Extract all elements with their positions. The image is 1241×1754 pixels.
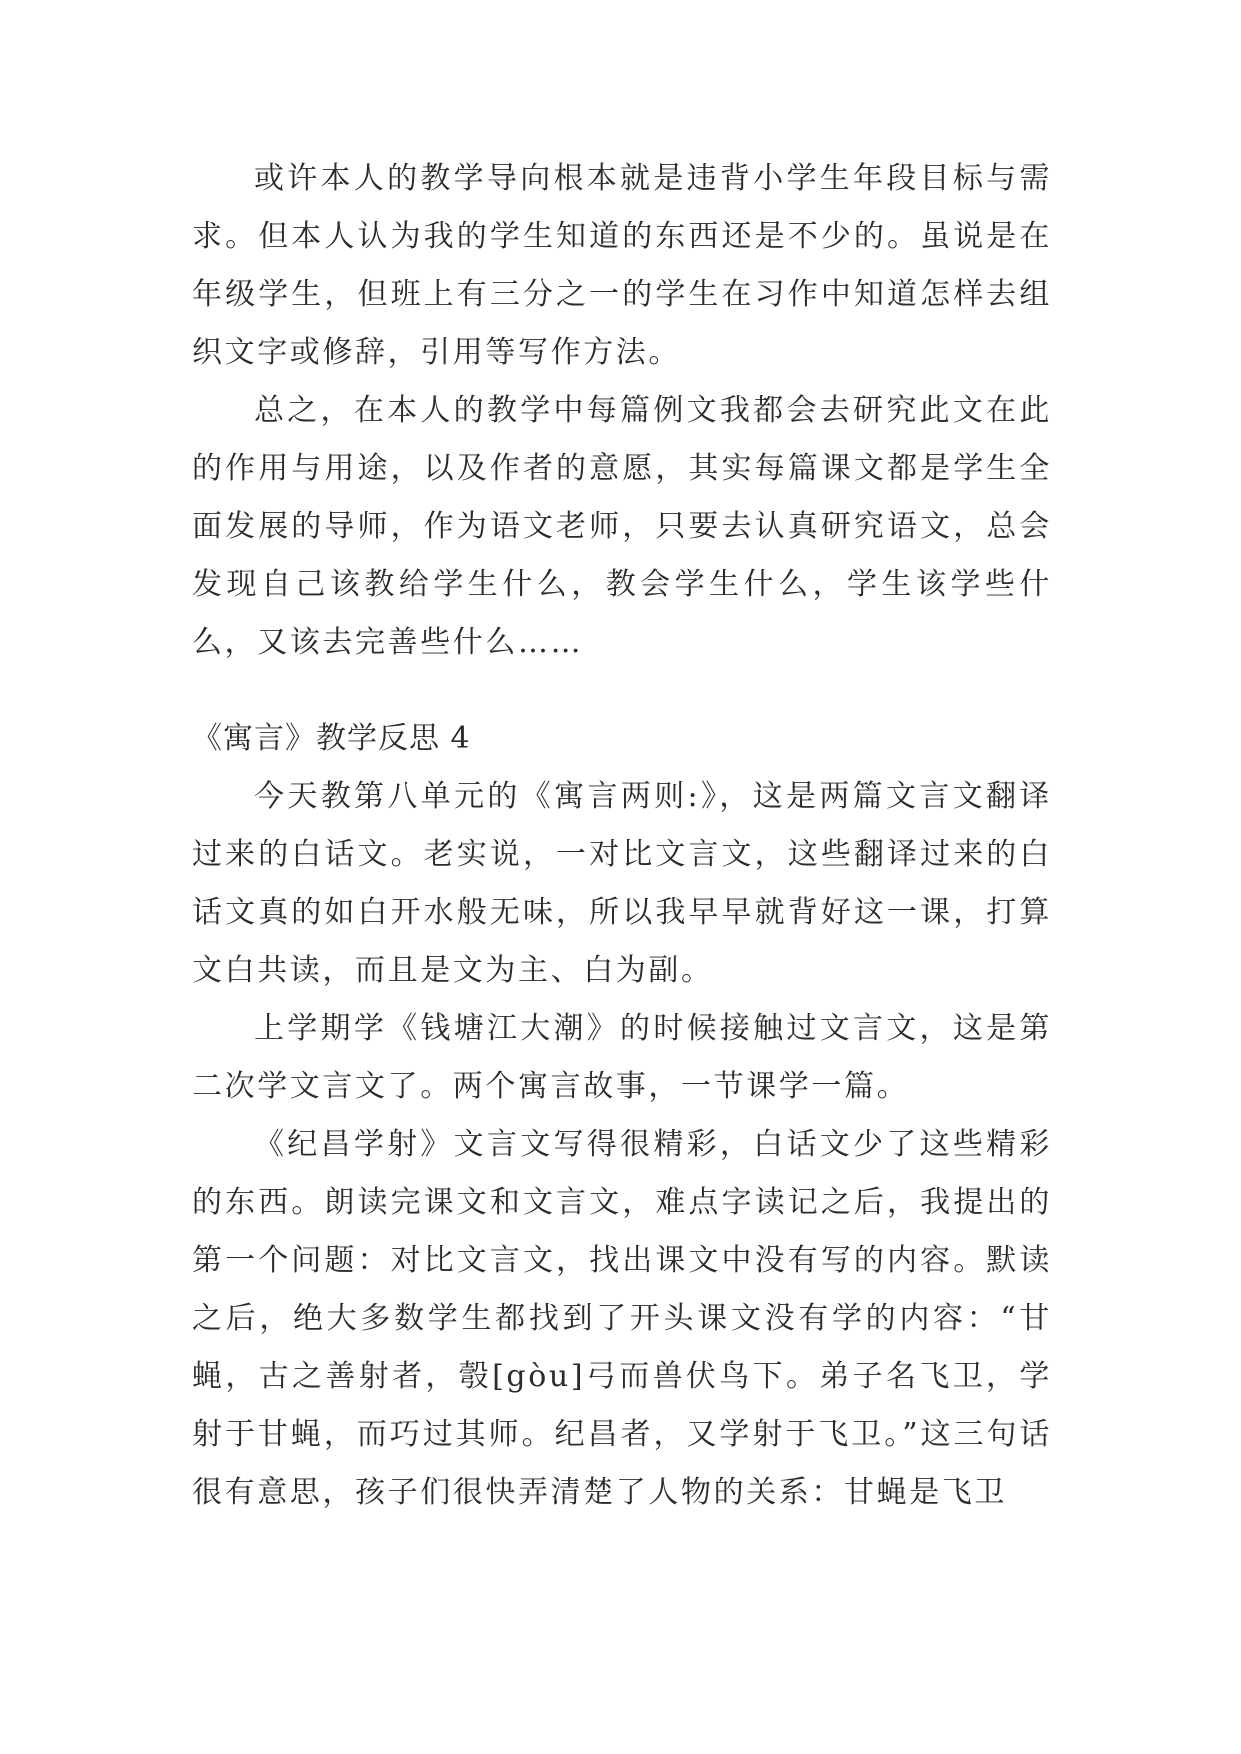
paragraph-unit-eight: 今天教第八单元的《寓言两则:》，这是两篇文言文翻译过来的白话文。老实说，一对比文言文，这些翻译过来的白话文真的如白开水般无味，所以我早早就背好这一课，打算文白共读，而且是文为主、白为副。 <box>192 779 1052 988</box>
paragraph-teaching-orientation: 或许本人的教学导向根本就是违背小学生年段目标与需求。但本人认为我的学生知道的东西还是不少的。虽说是在年级学生，但班上有三分之一的学生在习作中知道怎样去组织文字或修辞，引用等写作方法。 <box>192 161 1052 370</box>
paragraph-classical-chinese: 上学期学《钱塘江大潮》的时候接触过文言文，这是第二次学文言文了。两个寓言故事，一节课学一篇。 <box>192 1011 1052 1104</box>
paragraph-conclusion: 总之，在本人的教学中每篇例文我都会去研究此文在此的作用与用途，以及作者的意愿，其实每篇课文都是学生全面发展的导师，作为语文老师，只要去认真研究语文，总会发现自己该教给学生什么，教会学生什么，学生该学些什么，又该去完善些什么…… <box>192 393 1052 660</box>
section-title: 《寓言》教学反思 4 <box>192 721 471 756</box>
paragraph-ji-chang-archery: 《纪昌学射》文言文写得很精彩，白话文少了这些精彩的东西。朗读完课文和文言文，难点字读记之后，我提出的第一个问题：对比文言文，找出课文中没有写的内容。默读之后，绝大多数学生都找到了开头课文没有学的内容：“甘蝇，古之善射者，彀[gòu]弓而兽伏鸟下。弟子名飞卫，学射于甘蝇，而巧过其师。纪昌者，又学射于飞卫。”这三句话很有意思，孩子们很快弄清楚了人物的关系：甘蝇是飞卫 <box>192 1127 1052 1510</box>
